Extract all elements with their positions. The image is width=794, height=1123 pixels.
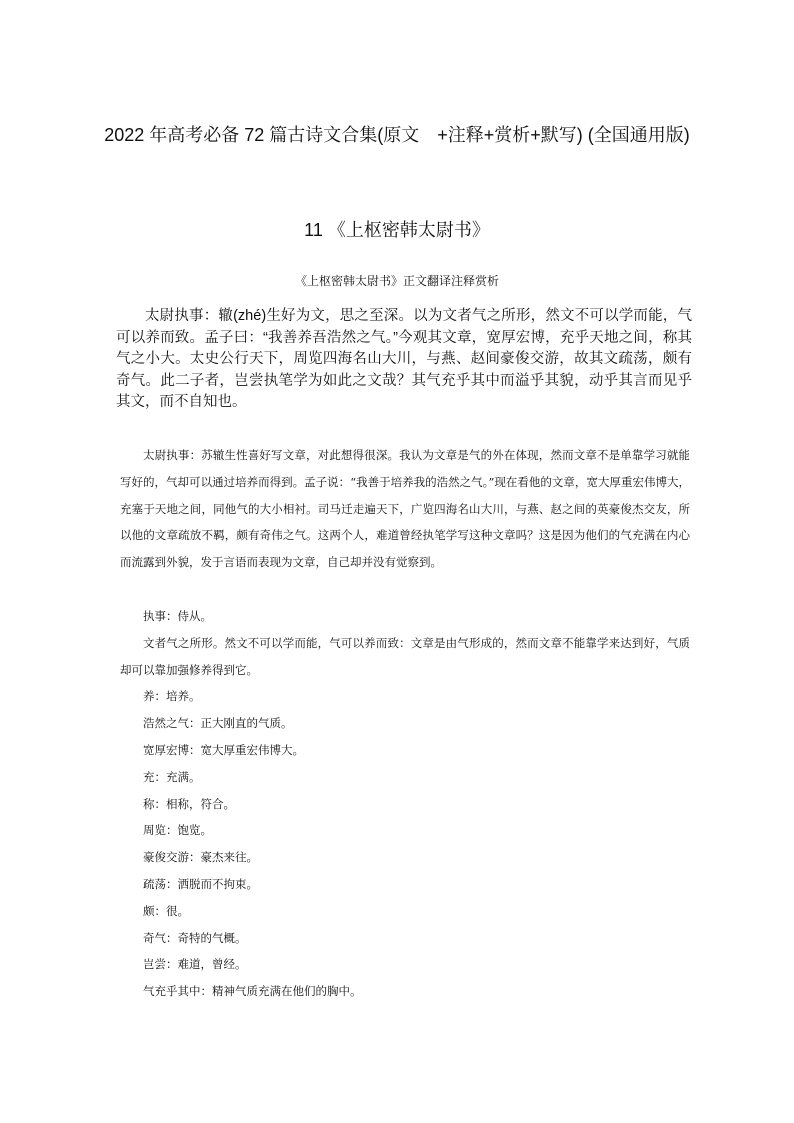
annotation-item: 充：充满。	[143, 769, 201, 784]
annotation-list	[120, 603, 690, 1005]
annotation-item: 疏荡：洒脱而不拘束。	[143, 876, 258, 891]
annotation-item: 文者气之所形。然文不可以学而能，气可以养而致：文章是由气形成的，然而文章不能靠学来达到好，气质却可以靠加强修养得到它。	[120, 635, 690, 677]
annotation-item: 豪俊交游：豪杰来往。	[143, 850, 258, 865]
annotation-item: 周览：饱览。	[143, 823, 212, 838]
annotation-item: 气充乎其中：精神气质充满在他们的胸中。	[143, 984, 362, 999]
annotation-item: 执事：侍从。	[143, 609, 212, 623]
original-text: 太尉执事：辙(zhé)生好为文，思之至深。以为文者气之所形，然文不可以学而能，气可以养而致。孟子曰：“我善养吾浩然之气。”今观其文章，宽厚宏博，充乎天地之间，称其气之小大。太史公行天下，周览四海名山大川，与燕、赵间豪俊交游，故其文疏荡，颇有奇气。此二子者，岂尝执笔学为如此之文哉？其气充乎其中而溢乎其貌，动乎其言而见乎其文，而不自知也。	[116, 308, 692, 411]
translation-text: 太尉执事：苏辙生性喜好写文章，对此想得很深。我认为文章是气的外在体现，然而文章不是单靠学习就能写好的，气却可以通过培养而得到。孟子说：“我善于培养我的浩然之气。”现在看他的文章，宽大厚重宏伟博大，充塞于天地之间，同他气的大小相衬。司马迁走遍天下，广览四海名山大川，与燕、赵之间的英豪俊杰交友，所以他的文章疏放不羁，颇有奇伟之气。这两个人，难道曾经执笔学写这种文章吗？这是因为他们的气充满在内心而流露到外貌，发于言语而表现为文章，自己却并没有觉察到。	[120, 448, 690, 570]
document-title: 2022 年高考必备 72 篇古诗文合集(原文 +注释+赏析+默写) (全国通用版)	[104, 125, 690, 145]
section-title: 11 《上枢密韩太尉书》	[304, 220, 490, 240]
annotation-item: 称：相称，符合。	[143, 796, 235, 811]
annotation-item: 岂尝：难道，曾经。	[143, 957, 247, 972]
annotation-item: 宽厚宏博：宽大厚重宏伟博大。	[143, 742, 304, 757]
annotation-item: 奇气：奇特的气概。	[143, 930, 247, 945]
annotation-item: 养：培养。	[143, 689, 201, 704]
annotation-item: 颇：很。	[143, 903, 189, 918]
annotation-item: 浩然之气：正大刚直的气质。	[143, 716, 293, 731]
section-subtitle: 《上枢密韩太尉书》正文翻译注释赏析	[294, 274, 499, 288]
